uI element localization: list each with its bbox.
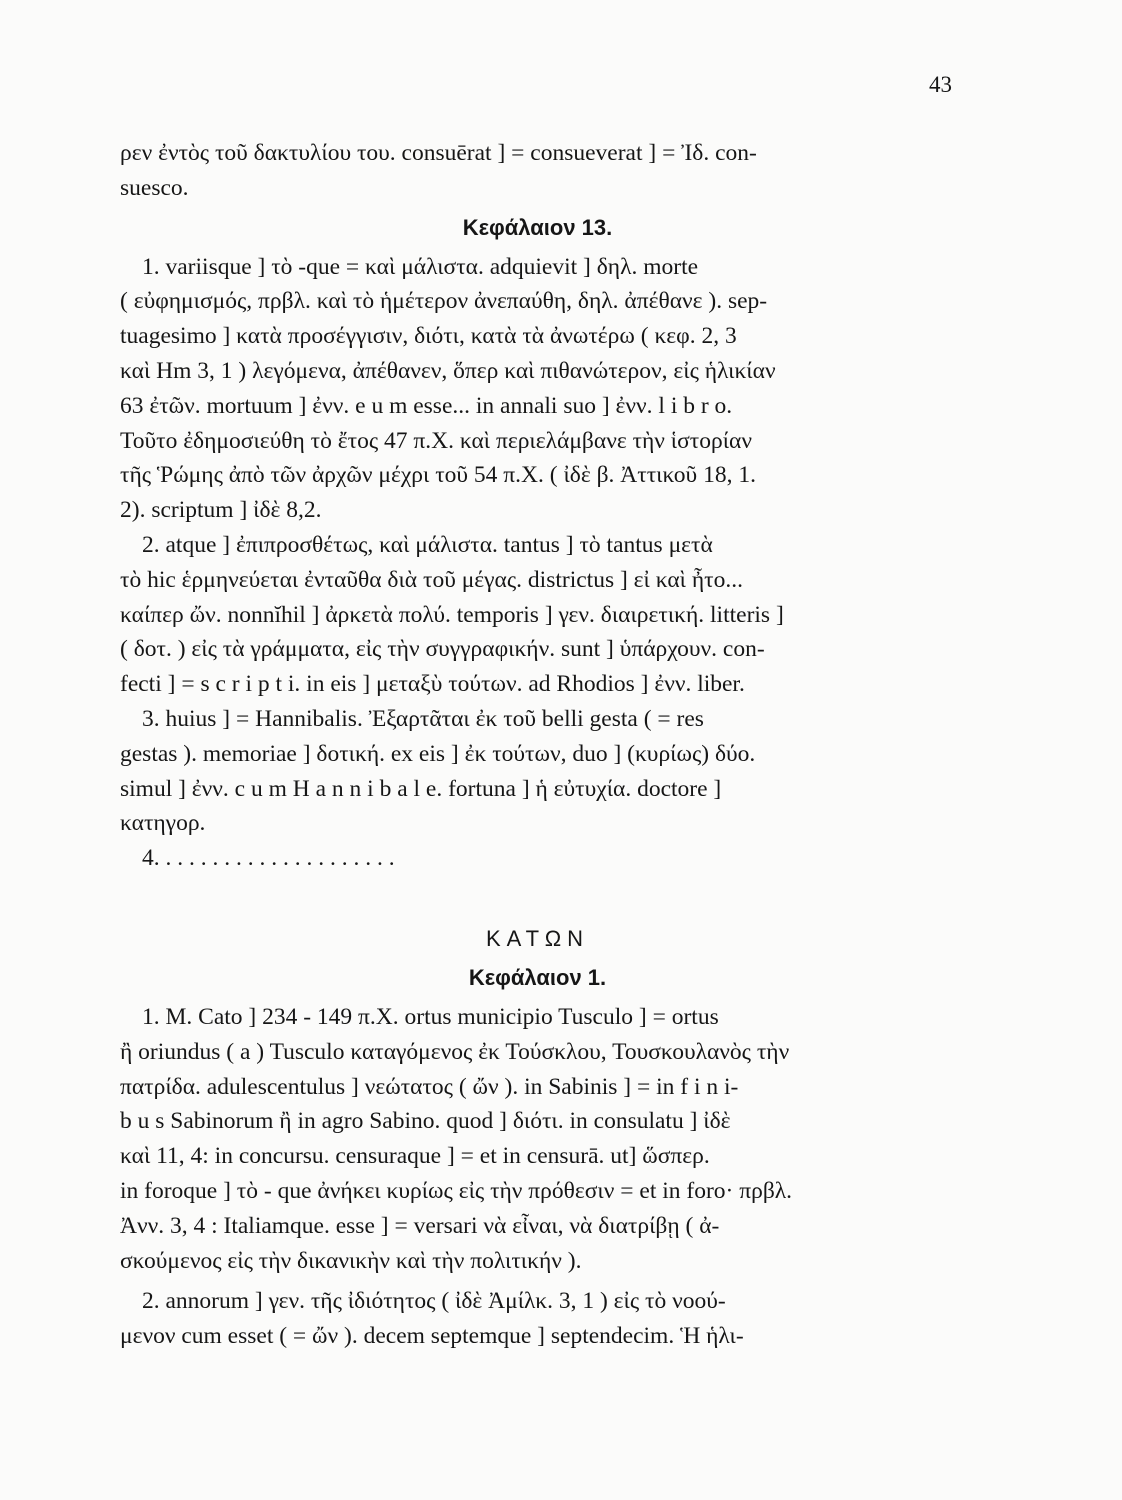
text-line: 1. variisque ] τὸ -que = καὶ μάλιστα. adquievit ] δηλ. morte (142, 253, 699, 280)
chapter-heading: Κεφάλαιον 1. (468, 964, 607, 990)
text-line: 2. annorum ] γεν. τῆς ἰδιότητος ( ἰδὲ Ἀμίλκ. 3, 1 ) εἰς τὸ νοού- (142, 1288, 726, 1315)
text-line: b u s Sabinorum ἢ in agro Sabino. quod ] διότι. in consulatu ] ἰδὲ (120, 1108, 731, 1135)
text-line: tuagesimo ] κατὰ προσέγγισιν, διότι, κατὰ τὰ ἀνωτέρω ( κεφ. 2, 3 (120, 323, 737, 350)
ellipsis-line: 4. . . . . . . . . . . . . . . . . . . . . (142, 845, 395, 872)
text-line: suesco. (120, 174, 189, 201)
text-line: Τοῦτο ἐδημοσιεύθη τὸ ἔτος 47 π.Χ. καὶ περιελάμβανε τὴν ἱστορίαν (120, 427, 752, 454)
text-line: Ἀνν. 3, 4 : Italiamque. esse ] = versari νὰ εἶναι, νὰ διατρίβῃ ( ἀ- (120, 1212, 720, 1239)
text-line: 3. huius ] = Hannibalis. Ἐξαρτᾶται ἐκ τοῦ belli gesta ( = res (142, 705, 704, 732)
text-line: ( εὐφημισμός, πρβλ. καὶ τὸ ἡμέτερον ἀνεπαύθη, δηλ. ἀπέθανε ). sep- (120, 288, 768, 315)
text-line: fecti ] = s c r i p t i. in eis ] μεταξὺ τούτων. ad Rhodios ] ἐνν. liber. (120, 671, 745, 698)
text-line: 63 ἐτῶν. mortuum ] ἐνν. e u m esse... in annali suo ] ἐνν. l i b r o. (120, 392, 733, 419)
text-line: ( δοτ. ) εἰς τὰ γράμματα, εἰς τὴν συγγραφικήν. sunt ] ὑπάρχουν. con- (120, 636, 765, 663)
text-line: 2. atque ] ἐπιπροσθέτως, καὶ μάλιστα. tantus ] τὸ tantus μετὰ (142, 531, 713, 558)
text-line: ἢ oriundus ( a ) Tusculo καταγόμενος ἐκ Τούσκλου, Τουσκουλανὸς τὴν (120, 1038, 790, 1065)
text-line: καὶ 11, 4: in concursu. censuraque ] = et in censurā. ut] ὥσπερ. (120, 1143, 710, 1170)
text-line: πατρίδα. adulescentulus ] νεώτατος ( ὤν ). in Sabinis ] = in f i n i- (120, 1073, 739, 1100)
page-number: 43 (929, 72, 952, 97)
text-line: σκούμενος εἰς τὴν δικανικὴν καὶ τὴν πολιτικήν ). (120, 1247, 582, 1274)
section-title: ΚΑΤΩΝ (485, 925, 590, 951)
page-body (120, 136, 955, 1354)
text-line: 1. M. Cato ] 234 - 149 π.Χ. ortus municipio Tusculo ] = ortus (142, 1003, 719, 1030)
text-line: τῆς Ῥώμης ἀπὸ τῶν ἀρχῶν μέχρι τοῦ 54 π.Χ. ( ἰδὲ β. Ἀττικοῦ 18, 1. (120, 462, 756, 489)
text-line: μενον cum esset ( = ὤν ). decem septemque ] septendecim. Ἡ ἡλι- (120, 1323, 744, 1350)
text-line: gestas ). memoriae ] δοτική. ex eis ] ἐκ τούτων, duo ] (κυρίως) δύο. (120, 740, 756, 767)
text-line: καὶ Hm 3, 1 ) λεγόμενα, ἀπέθανεν, ὅπερ καὶ πιθανώτερον, εἰς ἡλικίαν (120, 357, 776, 384)
chapter-heading: Κεφάλαιον 13. (462, 214, 613, 240)
text-line: τὸ hic ἑρμηνεύεται ἐνταῦθα διὰ τοῦ μέγας. districtus ] εἰ καὶ ἦτο... (120, 566, 743, 593)
text-line: καίπερ ὤν. nonnĭhil ] ἀρκετὰ πολύ. temporis ] γεν. διαιρετική. litteris ] (120, 601, 784, 628)
text-line: in foroque ] τὸ - que ἀνήκει κυρίως εἰς τὴν πρόθεσιν = et in foro· πρβλ. (120, 1177, 793, 1204)
text-line: simul ] ἐνν. c u m H a n n i b a l e. fortuna ] ἡ εὐτυχία. doctore ] (120, 775, 722, 802)
text-line: 2). scriptum ] ἰδὲ 8,2. (120, 497, 322, 524)
text-line: κατηγορ. (120, 810, 206, 837)
text-line: ρεν ἐντὸς τοῦ δακτυλίου του. consuērat ] = consueverat ] = Ἰδ. con- (120, 140, 757, 166)
